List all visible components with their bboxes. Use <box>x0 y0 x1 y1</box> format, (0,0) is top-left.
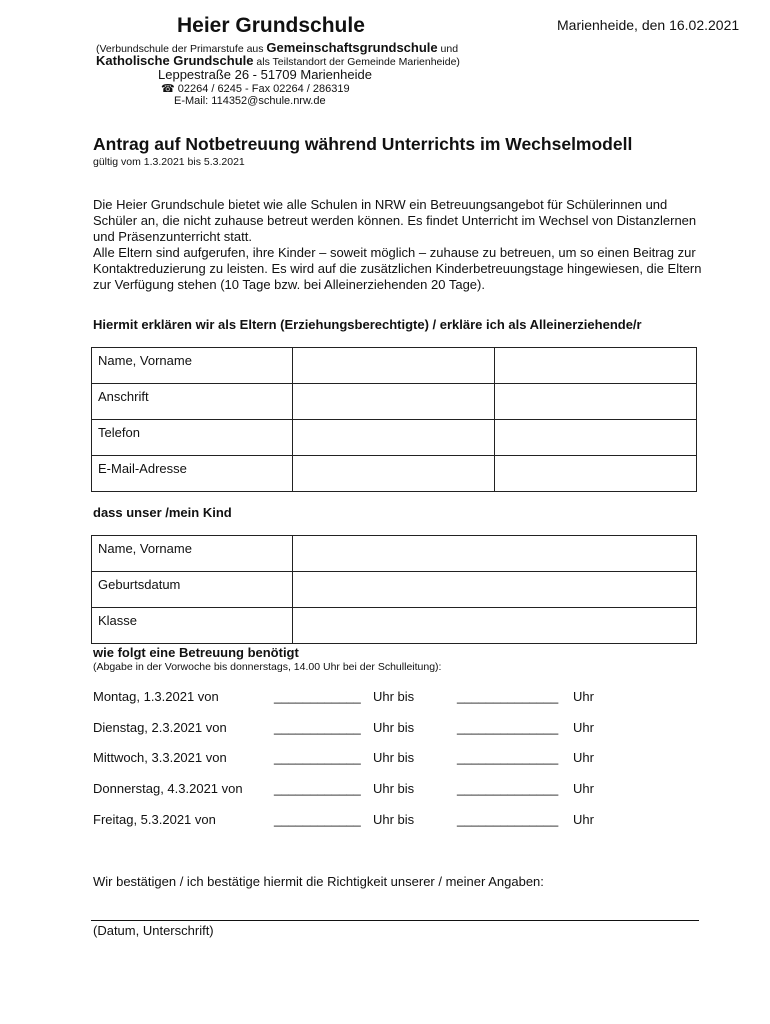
signature-label: (Datum, Unterschrift) <box>93 923 214 938</box>
table-row <box>92 608 697 644</box>
parent2-name-input[interactable] <box>495 348 697 384</box>
schedule-row-tuesday <box>93 720 703 738</box>
field-label: Klasse <box>92 608 293 644</box>
day-label: Dienstag, 2.3.2021 von <box>93 720 227 735</box>
time-to-field[interactable]: ______________ <box>457 750 559 765</box>
day-label: Mittwoch, 3.3.2021 von <box>93 750 227 765</box>
school-description-line-2: Katholische Grundschule als Teilstandort der Gemeinde Marienheide) <box>96 53 460 68</box>
child-birthdate-input[interactable] <box>292 572 696 608</box>
place-date: Marienheide, den 16.02.2021 <box>557 17 740 33</box>
validity-period: gültig vom 1.3.2021 bis 5.3.2021 <box>93 156 245 168</box>
document-title: Antrag auf Notbetreuung während Unterrichts im Wechselmodell <box>93 134 633 154</box>
unit-label: Uhr <box>573 781 594 796</box>
intro-text <box>93 197 703 293</box>
parent2-email-input[interactable] <box>495 456 697 492</box>
time-from-field[interactable]: ____________ <box>274 750 361 765</box>
table-row <box>92 384 697 420</box>
field-label: Anschrift <box>92 384 293 420</box>
schedule-row-friday <box>93 812 703 830</box>
field-label: Name, Vorname <box>92 536 293 572</box>
schedule-row-wednesday <box>93 750 703 768</box>
table-row <box>92 420 697 456</box>
day-label: Donnerstag, 4.3.2021 von <box>93 781 243 796</box>
time-to-field[interactable]: ______________ <box>457 781 559 796</box>
child-name-input[interactable] <box>292 536 696 572</box>
school-email: E-Mail: 114352@schule.nrw.de <box>174 95 326 107</box>
confirmation-text: Wir bestätigen / ich bestätige hiermit die Richtigkeit unserer / meiner Angaben: <box>93 874 544 889</box>
time-to-field[interactable]: ______________ <box>457 720 559 735</box>
intro-paragraph: Die Heier Grundschule bietet wie alle Schulen in NRW ein Betreuungsangebot für Schülerinnen und Schüler an, die nicht zuhause betreut werden können. Es findet Unterricht im Wechsel von Distanzlernen und Präsenzunterricht statt. <box>93 197 697 244</box>
schedule-row-thursday <box>93 781 703 799</box>
parent-phone-input[interactable] <box>292 420 495 456</box>
school-phone: ☎ 02264 / 6245 - Fax 02264 / 286319 <box>161 83 350 95</box>
schedule-row-monday <box>93 689 703 707</box>
parent-email-input[interactable] <box>292 456 495 492</box>
unit-label: Uhr <box>573 750 594 765</box>
care-need-note: (Abgabe in der Vorwoche bis donnerstags, 14.00 Uhr bei der Schulleitung): <box>93 661 442 673</box>
time-to-field[interactable]: ______________ <box>457 689 559 704</box>
unit-label: Uhr <box>573 689 594 704</box>
school-address: Leppestraße 26 - 51709 Marienheide <box>158 67 372 82</box>
parent2-phone-input[interactable] <box>495 420 697 456</box>
phone-icon: ☎ <box>161 83 175 95</box>
field-label: Name, Vorname <box>92 348 293 384</box>
declaration-heading: Hiermit erklären wir als Eltern (Erziehungsberechtigte) / erkläre ich als Alleinerziehende/r <box>93 317 642 332</box>
until-label: Uhr bis <box>373 781 415 796</box>
until-label: Uhr bis <box>373 750 415 765</box>
field-label: E-Mail-Adresse <box>92 456 293 492</box>
until-label: Uhr bis <box>373 689 415 704</box>
day-label: Freitag, 5.3.2021 von <box>93 812 216 827</box>
unit-label: Uhr <box>573 720 594 735</box>
time-from-field[interactable]: ____________ <box>274 720 361 735</box>
parent-name-input[interactable] <box>292 348 495 384</box>
parent2-address-input[interactable] <box>495 384 697 420</box>
field-label: Telefon <box>92 420 293 456</box>
table-row <box>92 348 697 384</box>
day-label: Montag, 1.3.2021 von <box>93 689 219 704</box>
until-label: Uhr bis <box>373 720 415 735</box>
table-row <box>92 572 697 608</box>
time-from-field[interactable]: ____________ <box>274 781 361 796</box>
until-label: Uhr bis <box>373 812 415 827</box>
child-info-table <box>91 535 697 644</box>
care-need-heading: wie folgt eine Betreuung benötigt <box>93 645 299 660</box>
parent-info-table <box>91 347 697 492</box>
time-from-field[interactable]: ____________ <box>274 812 361 827</box>
time-to-field[interactable]: ______________ <box>457 812 559 827</box>
school-name: Heier Grundschule <box>177 14 365 37</box>
unit-label: Uhr <box>573 812 594 827</box>
table-row <box>92 536 697 572</box>
school-description-line-1: (Verbundschule der Primarstufe aus Gemeinschaftsgrundschule und <box>96 40 459 55</box>
table-row <box>92 456 697 492</box>
child-class-input[interactable] <box>292 608 696 644</box>
child-heading: dass unser /mein Kind <box>93 505 232 520</box>
parent-address-input[interactable] <box>292 384 495 420</box>
intro-paragraph: Alle Eltern sind aufgerufen, ihre Kinder – soweit möglich – zuhause zu betreuen, um so einen Beitrag zur Kontaktreduzierung zu leisten. Es wird auf die zusätzlichen Kinderbetreuungstage hingewiesen, die Eltern zur Verfügung stehen (10 Tage bzw. bei Alleinerziehenden 20 Tage). <box>93 245 702 292</box>
signature-line[interactable] <box>91 920 699 921</box>
field-label: Geburtsdatum <box>92 572 293 608</box>
time-from-field[interactable]: ____________ <box>274 689 361 704</box>
